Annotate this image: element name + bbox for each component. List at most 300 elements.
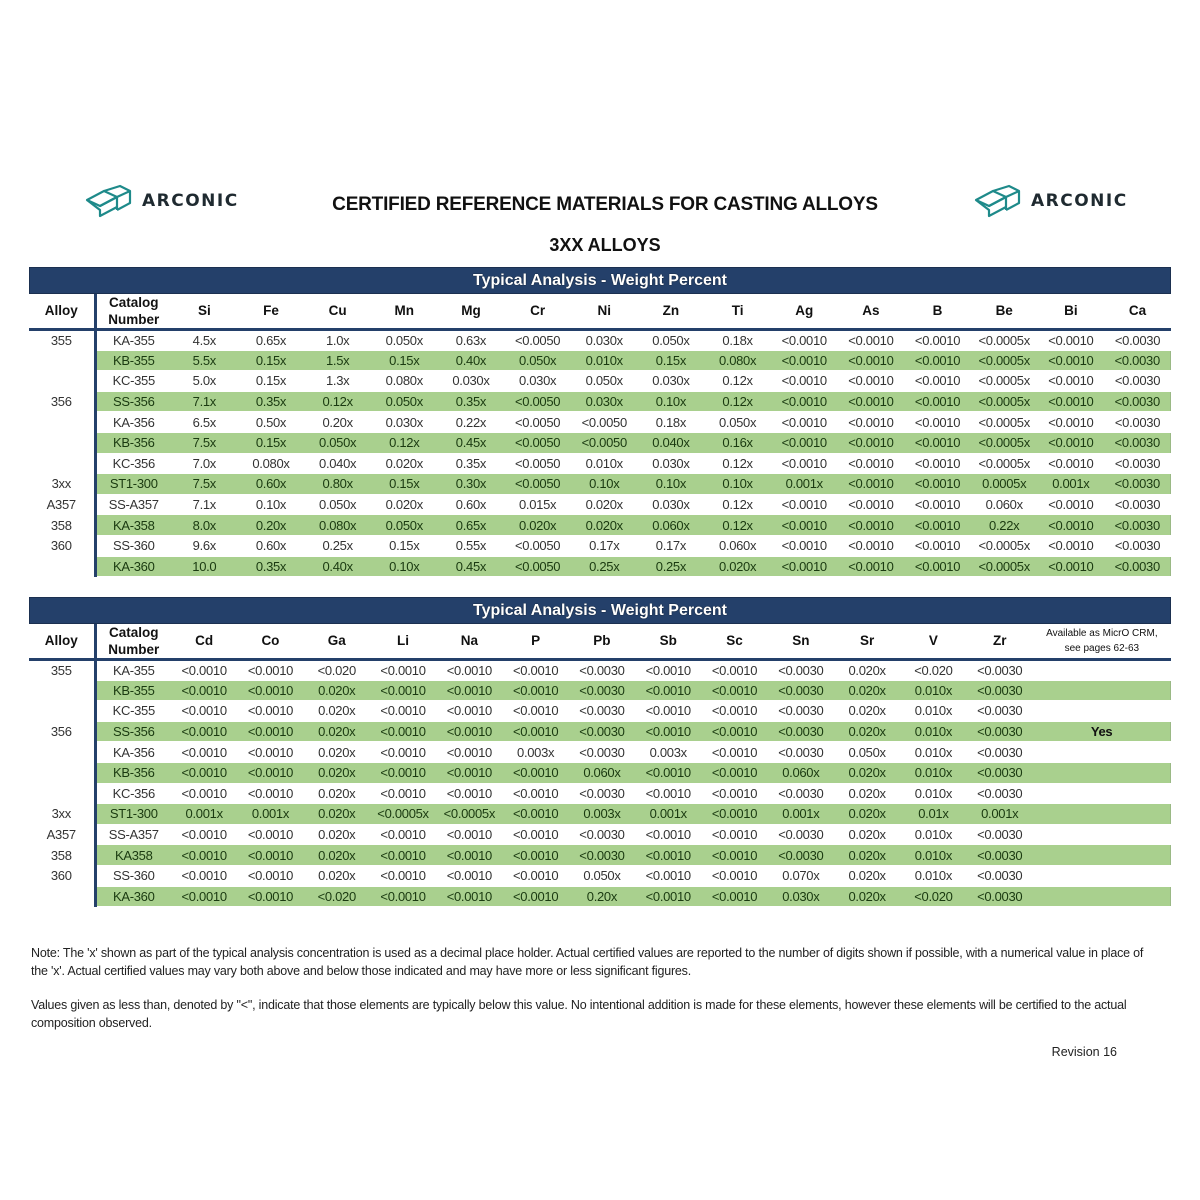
value-cell-li: <0.0010 <box>370 824 436 845</box>
value-cell-fe: 0.60x <box>238 474 305 495</box>
element-header-na: Na <box>436 624 502 660</box>
value-cell-v: 0.010x <box>900 824 966 845</box>
value-cell-cr: 0.015x <box>504 494 571 515</box>
value-cell-cr: 0.020x <box>504 515 571 536</box>
value-cell-sc: <0.0010 <box>701 865 767 886</box>
value-cell-fe: 0.35x <box>238 391 305 412</box>
value-cell-ga: 0.020x <box>304 742 370 763</box>
element-header-ca: Ca <box>1104 294 1171 330</box>
value-cell-zn: 0.030x <box>638 494 705 515</box>
value-cell-co: <0.0010 <box>237 783 303 804</box>
value-cell-zr: 0.001x <box>967 804 1033 825</box>
value-cell-co: <0.0010 <box>237 680 303 701</box>
value-cell-pb: <0.0030 <box>569 783 635 804</box>
value-cell-sn: <0.0030 <box>768 701 834 722</box>
value-cell-cu: 0.050x <box>304 432 371 453</box>
value-cell-v: 0.010x <box>900 865 966 886</box>
catalog-number-cell: SS-A357 <box>95 494 171 515</box>
value-cell-sr: 0.020x <box>834 865 900 886</box>
value-cell-p: <0.0010 <box>502 824 568 845</box>
value-cell-be: 0.060x <box>971 494 1038 515</box>
value-cell-b: <0.0010 <box>904 432 971 453</box>
value-cell-co: <0.0010 <box>237 824 303 845</box>
value-cell-ti: 0.16x <box>704 432 771 453</box>
value-cell-sb: <0.0010 <box>635 845 701 866</box>
catalog-number-cell: KB-355 <box>95 680 171 701</box>
value-cell-ga: 0.020x <box>304 845 370 866</box>
table-header-row <box>29 294 1171 330</box>
alloy-cell: 360 <box>29 535 95 556</box>
value-cell-p: <0.0010 <box>502 886 568 907</box>
micro-crm-cell <box>1033 680 1171 701</box>
value-cell-sc: <0.0010 <box>701 721 767 742</box>
alloy-cell: A357 <box>29 494 95 515</box>
value-cell-zr: <0.0030 <box>967 660 1033 681</box>
catalog-header <box>95 294 171 330</box>
value-cell-ca: <0.0030 <box>1104 453 1171 474</box>
micro-crm-cell <box>1033 783 1171 804</box>
value-cell-mn: 0.15x <box>371 350 438 371</box>
element-header-co: Co <box>237 624 303 660</box>
value-cell-sc: <0.0010 <box>701 762 767 783</box>
value-cell-sc: <0.0010 <box>701 886 767 907</box>
value-cell-mg: 0.40x <box>438 350 505 371</box>
alloy-header: Alloy <box>29 294 95 330</box>
value-cell-ni: 0.030x <box>571 330 638 351</box>
value-cell-mg: 0.63x <box>438 330 505 351</box>
value-cell-cu: 1.0x <box>304 330 371 351</box>
value-cell-mg: 0.60x <box>438 494 505 515</box>
value-cell-ca: <0.0030 <box>1104 391 1171 412</box>
value-cell-ti: 0.050x <box>704 412 771 433</box>
value-cell-b: <0.0010 <box>904 535 971 556</box>
value-cell-ti: 0.12x <box>704 515 771 536</box>
micro-crm-header-line2: see pages 62-63 <box>1064 643 1140 654</box>
table-row <box>29 886 1171 907</box>
alloy-header: Alloy <box>29 624 95 660</box>
value-cell-sn: <0.0030 <box>768 845 834 866</box>
alloy-cell: 356 <box>29 721 95 742</box>
alloy-cell <box>29 556 95 577</box>
micro-crm-cell <box>1033 762 1171 783</box>
value-cell-fe: 0.10x <box>238 494 305 515</box>
catalog-number-cell: KC-355 <box>95 701 171 722</box>
value-cell-pb: 0.20x <box>569 886 635 907</box>
table-row <box>29 556 1171 577</box>
catalog-number-cell: SS-360 <box>95 535 171 556</box>
value-cell-b: <0.0010 <box>904 330 971 351</box>
value-cell-mg: 0.22x <box>438 412 505 433</box>
value-cell-sn: 0.030x <box>768 886 834 907</box>
value-cell-sn: <0.0030 <box>768 742 834 763</box>
value-cell-v: 0.010x <box>900 762 966 783</box>
value-cell-b: <0.0010 <box>904 515 971 536</box>
value-cell-sn: <0.0030 <box>768 721 834 742</box>
table-row <box>29 494 1171 515</box>
table-banner: Typical Analysis - Weight Percent <box>29 267 1171 294</box>
value-cell-be: 0.0005x <box>971 474 1038 495</box>
value-cell-sr: 0.050x <box>834 742 900 763</box>
value-cell-zn: 0.18x <box>638 412 705 433</box>
table-header-row <box>29 624 1171 660</box>
value-cell-mn: 0.020x <box>371 453 438 474</box>
value-cell-si: 7.1x <box>171 494 238 515</box>
element-header-sr: Sr <box>834 624 900 660</box>
catalog-header-line1: Catalog <box>108 625 159 640</box>
value-cell-na: <0.0010 <box>436 824 502 845</box>
value-cell-v: 0.010x <box>900 845 966 866</box>
alloy-cell <box>29 412 95 433</box>
catalog-number-cell: KA-355 <box>95 660 171 681</box>
value-cell-cu: 0.40x <box>304 556 371 577</box>
catalog-number-cell: KB-355 <box>95 350 171 371</box>
value-cell-ti: 0.12x <box>704 371 771 392</box>
value-cell-co: <0.0010 <box>237 886 303 907</box>
value-cell-b: <0.0010 <box>904 474 971 495</box>
analysis-table-1 <box>29 267 1171 577</box>
value-cell-zr: <0.0030 <box>967 783 1033 804</box>
note-decimal-placeholder: Note: The 'x' shown as part of the typical analysis concentration is used as a decimal place holder. Actual certified values are reported to the number of digits shown if possible, with a numerical value in place of the 'x'. Actual certified values may vary both above and below those indicated and may have more or less significant figures. <box>31 946 1144 978</box>
table-row <box>29 371 1171 392</box>
value-cell-be: 0.22x <box>971 515 1038 536</box>
micro-crm-cell <box>1033 701 1171 722</box>
value-cell-p: <0.0010 <box>502 804 568 825</box>
value-cell-si: 7.1x <box>171 391 238 412</box>
table-row <box>29 453 1171 474</box>
value-cell-si: 7.5x <box>171 432 238 453</box>
element-header-li: Li <box>370 624 436 660</box>
value-cell-be: <0.0005x <box>971 391 1038 412</box>
value-cell-as: <0.0010 <box>838 330 905 351</box>
value-cell-co: <0.0010 <box>237 845 303 866</box>
value-cell-na: <0.0010 <box>436 660 502 681</box>
value-cell-co: <0.0010 <box>237 701 303 722</box>
value-cell-cd: <0.0010 <box>171 721 237 742</box>
value-cell-cu: 1.3x <box>304 371 371 392</box>
value-cell-sr: 0.020x <box>834 762 900 783</box>
value-cell-li: <0.0010 <box>370 701 436 722</box>
value-cell-ga: <0.020 <box>304 660 370 681</box>
table-row <box>29 721 1171 742</box>
value-cell-li: <0.0010 <box>370 865 436 886</box>
alloy-cell: 3xx <box>29 474 95 495</box>
value-cell-ga: 0.020x <box>304 680 370 701</box>
value-cell-sr: 0.020x <box>834 824 900 845</box>
value-cell-si: 4.5x <box>171 330 238 351</box>
micro-crm-header <box>1033 624 1171 660</box>
value-cell-li: <0.0010 <box>370 845 436 866</box>
element-header-sc: Sc <box>701 624 767 660</box>
value-cell-co: <0.0010 <box>237 742 303 763</box>
alloy-cell: 3xx <box>29 804 95 825</box>
value-cell-bi: <0.0010 <box>1038 391 1105 412</box>
value-cell-ni: 0.020x <box>571 515 638 536</box>
revision-label: Revision 16 <box>1051 1045 1117 1059</box>
value-cell-pb: <0.0030 <box>569 845 635 866</box>
value-cell-p: 0.003x <box>502 742 568 763</box>
value-cell-zr: <0.0030 <box>967 680 1033 701</box>
value-cell-si: 5.5x <box>171 350 238 371</box>
value-cell-cr: <0.0050 <box>504 556 571 577</box>
value-cell-ca: <0.0030 <box>1104 432 1171 453</box>
value-cell-mn: 0.050x <box>371 330 438 351</box>
value-cell-na: <0.0010 <box>436 701 502 722</box>
value-cell-as: <0.0010 <box>838 556 905 577</box>
value-cell-be: <0.0005x <box>971 432 1038 453</box>
catalog-number-cell: KC-355 <box>95 371 171 392</box>
value-cell-ga: 0.020x <box>304 824 370 845</box>
value-cell-na: <0.0010 <box>436 680 502 701</box>
value-cell-v: 0.010x <box>900 680 966 701</box>
value-cell-si: 10.0 <box>171 556 238 577</box>
value-cell-sb: <0.0010 <box>635 824 701 845</box>
value-cell-mn: 0.050x <box>371 515 438 536</box>
value-cell-sc: <0.0010 <box>701 660 767 681</box>
value-cell-fe: 0.60x <box>238 535 305 556</box>
element-header-bi: Bi <box>1038 294 1105 330</box>
value-cell-sb: <0.0010 <box>635 680 701 701</box>
value-cell-as: <0.0010 <box>838 350 905 371</box>
value-cell-zn: 0.050x <box>638 330 705 351</box>
value-cell-v: 0.010x <box>900 701 966 722</box>
value-cell-cd: <0.0010 <box>171 845 237 866</box>
value-cell-co: <0.0010 <box>237 762 303 783</box>
value-cell-v: 0.010x <box>900 742 966 763</box>
value-cell-pb: 0.060x <box>569 762 635 783</box>
table-row <box>29 701 1171 722</box>
value-cell-na: <0.0010 <box>436 865 502 886</box>
value-cell-cd: 0.001x <box>171 804 237 825</box>
element-header-ga: Ga <box>304 624 370 660</box>
element-header-pb: Pb <box>569 624 635 660</box>
value-cell-co: <0.0010 <box>237 721 303 742</box>
value-cell-as: <0.0010 <box>838 494 905 515</box>
value-cell-ti: 0.080x <box>704 350 771 371</box>
value-cell-zn: 0.17x <box>638 535 705 556</box>
value-cell-cr: <0.0050 <box>504 330 571 351</box>
value-cell-cr: <0.0050 <box>504 391 571 412</box>
catalog-number-cell: KA-360 <box>95 886 171 907</box>
composition-table <box>29 294 1171 577</box>
micro-crm-cell: Yes <box>1033 721 1171 742</box>
value-cell-sr: 0.020x <box>834 721 900 742</box>
value-cell-fe: 0.15x <box>238 432 305 453</box>
value-cell-sb: <0.0010 <box>635 783 701 804</box>
value-cell-sb: <0.0010 <box>635 721 701 742</box>
value-cell-ni: 0.17x <box>571 535 638 556</box>
table-row <box>29 412 1171 433</box>
table-row <box>29 845 1171 866</box>
catalog-number-cell: KA-356 <box>95 412 171 433</box>
element-header-ag: Ag <box>771 294 838 330</box>
value-cell-as: <0.0010 <box>838 453 905 474</box>
catalog-number-cell: KB-356 <box>95 762 171 783</box>
value-cell-cr: 0.030x <box>504 371 571 392</box>
alloy-cell: A357 <box>29 824 95 845</box>
value-cell-sr: 0.020x <box>834 701 900 722</box>
value-cell-sb: 0.001x <box>635 804 701 825</box>
value-cell-cu: 0.25x <box>304 535 371 556</box>
table-row <box>29 804 1171 825</box>
value-cell-mg: 0.35x <box>438 453 505 474</box>
value-cell-ni: 0.010x <box>571 350 638 371</box>
value-cell-sb: <0.0010 <box>635 762 701 783</box>
value-cell-ga: 0.020x <box>304 762 370 783</box>
value-cell-sr: 0.020x <box>834 660 900 681</box>
value-cell-cd: <0.0010 <box>171 824 237 845</box>
catalog-number-cell: SS-360 <box>95 865 171 886</box>
value-cell-mn: 0.080x <box>371 371 438 392</box>
table-row <box>29 350 1171 371</box>
element-header-fe: Fe <box>238 294 305 330</box>
value-cell-sc: <0.0010 <box>701 804 767 825</box>
value-cell-ga: 0.020x <box>304 783 370 804</box>
value-cell-mn: 0.050x <box>371 391 438 412</box>
element-header-zr: Zr <box>967 624 1033 660</box>
arconic-logo-text: ARCONIC <box>1031 191 1128 211</box>
alloy-cell <box>29 783 95 804</box>
value-cell-sb: <0.0010 <box>635 660 701 681</box>
value-cell-ag: <0.0010 <box>771 535 838 556</box>
value-cell-zn: 0.040x <box>638 432 705 453</box>
table-row <box>29 783 1171 804</box>
element-header-cd: Cd <box>171 624 237 660</box>
value-cell-ti: 0.12x <box>704 391 771 412</box>
catalog-number-cell: SS-356 <box>95 721 171 742</box>
alloy-cell <box>29 432 95 453</box>
value-cell-cu: 0.80x <box>304 474 371 495</box>
value-cell-ti: 0.020x <box>704 556 771 577</box>
value-cell-bi: <0.0010 <box>1038 412 1105 433</box>
alloy-cell <box>29 742 95 763</box>
value-cell-si: 6.5x <box>171 412 238 433</box>
value-cell-mn: 0.12x <box>371 432 438 453</box>
value-cell-bi: <0.0010 <box>1038 494 1105 515</box>
value-cell-cr: 0.050x <box>504 350 571 371</box>
value-cell-as: <0.0010 <box>838 412 905 433</box>
value-cell-pb: <0.0030 <box>569 721 635 742</box>
catalog-header <box>95 624 171 660</box>
alloy-cell <box>29 680 95 701</box>
value-cell-mg: 0.35x <box>438 391 505 412</box>
value-cell-b: <0.0010 <box>904 453 971 474</box>
element-header-sn: Sn <box>768 624 834 660</box>
value-cell-sc: <0.0010 <box>701 824 767 845</box>
value-cell-sr: 0.020x <box>834 886 900 907</box>
value-cell-ni: <0.0050 <box>571 432 638 453</box>
value-cell-ag: <0.0010 <box>771 350 838 371</box>
value-cell-fe: 0.15x <box>238 371 305 392</box>
value-cell-pb: 0.050x <box>569 865 635 886</box>
value-cell-ag: <0.0010 <box>771 330 838 351</box>
value-cell-ca: <0.0030 <box>1104 371 1171 392</box>
value-cell-co: <0.0010 <box>237 660 303 681</box>
value-cell-as: <0.0010 <box>838 474 905 495</box>
micro-crm-cell <box>1033 865 1171 886</box>
value-cell-ag: <0.0010 <box>771 494 838 515</box>
value-cell-si: 9.6x <box>171 535 238 556</box>
element-header-mn: Mn <box>371 294 438 330</box>
value-cell-cd: <0.0010 <box>171 762 237 783</box>
value-cell-ca: <0.0030 <box>1104 412 1171 433</box>
value-cell-cr: <0.0050 <box>504 474 571 495</box>
value-cell-sc: <0.0010 <box>701 783 767 804</box>
value-cell-zn: 0.060x <box>638 515 705 536</box>
value-cell-li: <0.0010 <box>370 742 436 763</box>
value-cell-ni: <0.0050 <box>571 412 638 433</box>
arconic-logo-text: ARCONIC <box>142 191 239 211</box>
value-cell-b: <0.0010 <box>904 494 971 515</box>
value-cell-ti: 0.060x <box>704 535 771 556</box>
value-cell-as: <0.0010 <box>838 432 905 453</box>
table-row <box>29 432 1171 453</box>
value-cell-zn: 0.15x <box>638 350 705 371</box>
table-row <box>29 824 1171 845</box>
analysis-table-2 <box>29 597 1171 907</box>
catalog-header-line2: Number <box>108 642 160 657</box>
value-cell-be: <0.0005x <box>971 371 1038 392</box>
value-cell-na: <0.0010 <box>436 742 502 763</box>
value-cell-zn: 0.10x <box>638 391 705 412</box>
value-cell-sn: <0.0030 <box>768 824 834 845</box>
value-cell-ti: 0.18x <box>704 330 771 351</box>
value-cell-si: 5.0x <box>171 371 238 392</box>
element-header-cu: Cu <box>304 294 371 330</box>
catalog-number-cell: KC-356 <box>95 783 171 804</box>
value-cell-cr: <0.0050 <box>504 432 571 453</box>
catalog-number-cell: KA358 <box>95 845 171 866</box>
value-cell-be: <0.0005x <box>971 556 1038 577</box>
value-cell-be: <0.0005x <box>971 453 1038 474</box>
value-cell-mn: 0.030x <box>371 412 438 433</box>
value-cell-ti: 0.12x <box>704 453 771 474</box>
value-cell-fe: 0.35x <box>238 556 305 577</box>
value-cell-li: <0.0010 <box>370 721 436 742</box>
value-cell-zn: 0.10x <box>638 474 705 495</box>
value-cell-cd: <0.0010 <box>171 742 237 763</box>
micro-crm-cell <box>1033 804 1171 825</box>
value-cell-si: 7.5x <box>171 474 238 495</box>
element-header-as: As <box>838 294 905 330</box>
value-cell-ag: <0.0010 <box>771 432 838 453</box>
value-cell-mn: 0.15x <box>371 535 438 556</box>
value-cell-zn: 0.25x <box>638 556 705 577</box>
value-cell-be: <0.0005x <box>971 412 1038 433</box>
element-header-v: V <box>900 624 966 660</box>
catalog-number-cell: KA-355 <box>95 330 171 351</box>
value-cell-cd: <0.0010 <box>171 783 237 804</box>
table-row <box>29 762 1171 783</box>
value-cell-p: <0.0010 <box>502 865 568 886</box>
value-cell-sc: <0.0010 <box>701 680 767 701</box>
value-cell-na: <0.0010 <box>436 721 502 742</box>
value-cell-sr: 0.020x <box>834 783 900 804</box>
value-cell-co: <0.0010 <box>237 865 303 886</box>
element-header-mg: Mg <box>438 294 505 330</box>
value-cell-ni: 0.030x <box>571 391 638 412</box>
value-cell-sn: <0.0030 <box>768 660 834 681</box>
value-cell-co: 0.001x <box>237 804 303 825</box>
value-cell-as: <0.0010 <box>838 535 905 556</box>
value-cell-zr: <0.0030 <box>967 762 1033 783</box>
value-cell-v: 0.01x <box>900 804 966 825</box>
value-cell-bi: <0.0010 <box>1038 350 1105 371</box>
value-cell-cu: 0.040x <box>304 453 371 474</box>
value-cell-be: <0.0005x <box>971 330 1038 351</box>
value-cell-as: <0.0010 <box>838 371 905 392</box>
table-row <box>29 742 1171 763</box>
alloy-cell <box>29 762 95 783</box>
